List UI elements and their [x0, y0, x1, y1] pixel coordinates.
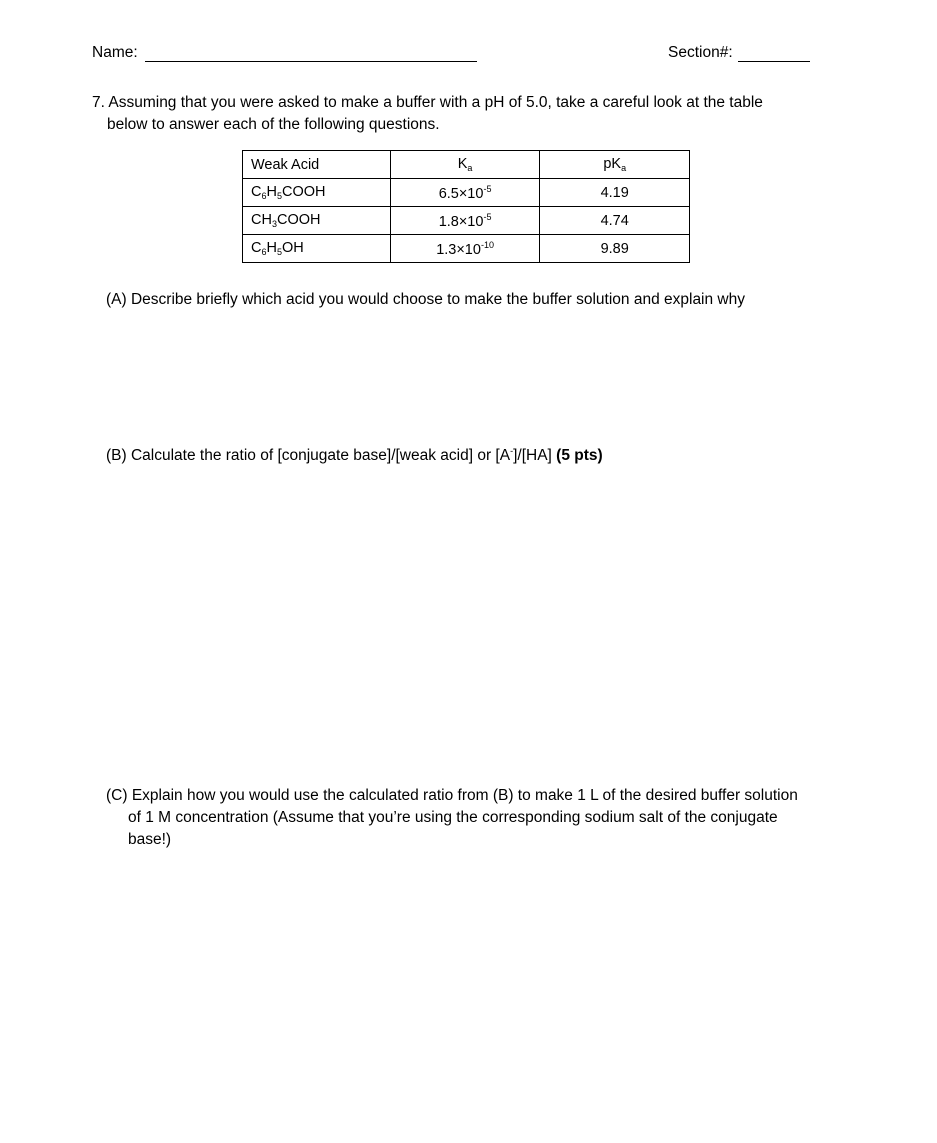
part-c-line-3: base!) [128, 831, 172, 848]
header-ka: $K_a$ [390, 151, 540, 179]
question-line-2: below to answer each of the following questions. [107, 116, 440, 133]
part-b-question: (B) Calculate the ratio of [conjugate base]/[weak acid] or [A-]/[HA] (5 pts) [106, 446, 603, 464]
section-blank-line[interactable] [738, 61, 810, 62]
table-row [243, 235, 690, 263]
header-row [92, 44, 812, 66]
ka-value: $6.5\times 10^{-5}$ [390, 179, 540, 207]
acid-formula: $CH_3COOH$ [243, 207, 391, 235]
ka-value: $1.3\times 10^{-10}$ [390, 235, 540, 263]
table-header-row [243, 151, 690, 179]
part-c-question [106, 785, 836, 851]
part-c-line-2: of 1 M concentration (Assume that you’re using the corresponding sodium salt of the conjugate [128, 809, 778, 826]
header-weak-acid: Weak Acid [243, 151, 391, 179]
pka-value: 4.74 [540, 207, 690, 235]
acid-formula: $C_6H_5OH$ [243, 235, 391, 263]
points-label: (5 pts) [556, 447, 603, 464]
acid-formula: $C_6H_5COOH$ [243, 179, 391, 207]
name-blank-line[interactable] [145, 61, 477, 62]
weak-acid-table [242, 150, 690, 263]
name-label: Name: [92, 44, 138, 61]
header-pka: $pK_a$ [540, 151, 690, 179]
question-text [92, 92, 822, 136]
table-row [243, 207, 690, 235]
question-line-1: 7. Assuming that you were asked to make a buffer with a pH of 5.0, take a careful look at the table [92, 94, 763, 111]
section-label: Section#: [668, 44, 733, 61]
part-a-question: (A) Describe briefly which acid you would choose to make the buffer solution and explain why [106, 291, 745, 308]
part-c-line-1: (C) Explain how you would use the calculated ratio from (B) to make 1 L of the desired buffer solution [106, 787, 798, 804]
pka-value: 9.89 [540, 235, 690, 263]
ka-value: $1.8\times 10^{-5}$ [390, 207, 540, 235]
table-row [243, 179, 690, 207]
pka-value: 4.19 [540, 179, 690, 207]
